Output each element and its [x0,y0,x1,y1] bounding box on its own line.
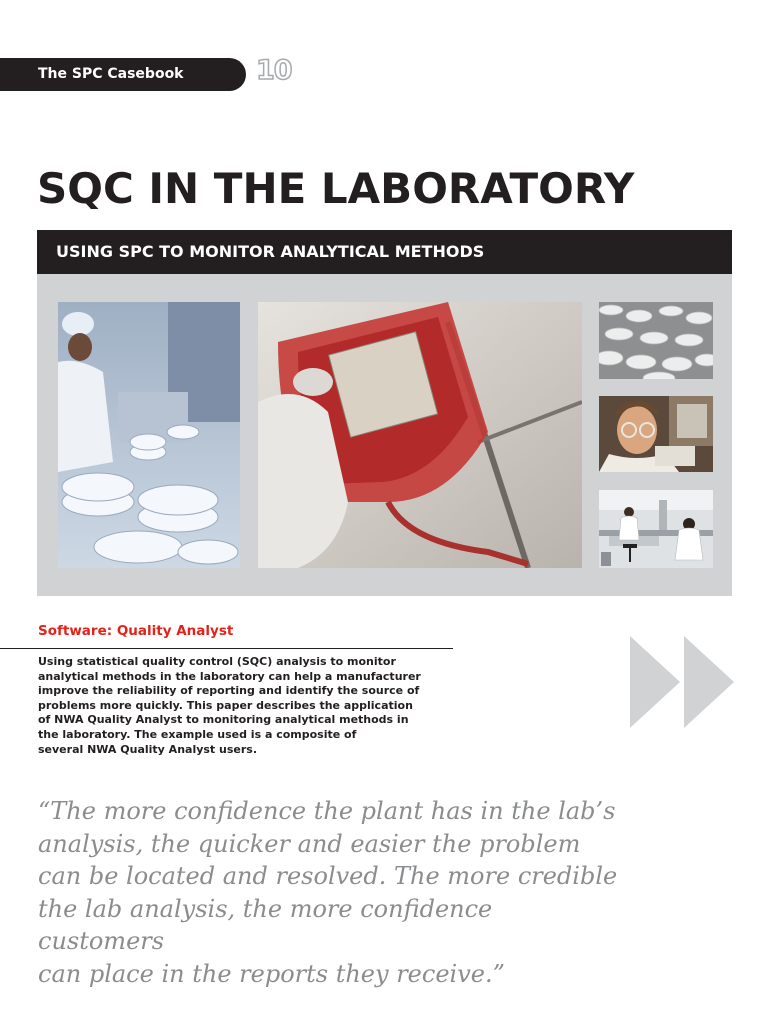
software-label: Software: Quality Analyst [38,623,234,639]
white-tablets-photo [599,302,713,379]
fast-forward-icon [630,636,734,728]
page-title: SQC IN THE LABORATORY [37,164,635,213]
divider-rule [0,648,453,649]
issue-number: 10 [256,55,292,86]
intro-paragraph: Using statistical quality control (SQC) analysis to monitor analytical methods in the laboratory can help a manufacturer improve the reliability of reporting and identify the source of problems more quickly. This paper describes the application of NWA Quality Analyst to monitoring analytical methods in the laboratory. The example used is a composite of several NWA Quality Analyst users. [38,655,421,756]
casebook-label: The SPC Casebook [38,66,184,82]
photo-panel [37,274,732,596]
subtitle-text: USING SPC TO MONITOR ANALYTICAL METHODS [56,242,485,261]
pull-quote: “The more confidence the plant has in the lab’s analysis, the quicker and easier the problem can be located and resolved. The more credible the lab analysis, the more confidence customers can place in the reports they receive.” [38,797,618,988]
subtitle-bar [37,230,732,274]
blood-bag-photo [258,302,582,568]
lab-technician-petri-dishes-photo [58,302,240,568]
scientist-with-glasses-photo [599,396,713,472]
casebook-tab [0,58,246,91]
laboratory-room-photo [599,490,713,568]
